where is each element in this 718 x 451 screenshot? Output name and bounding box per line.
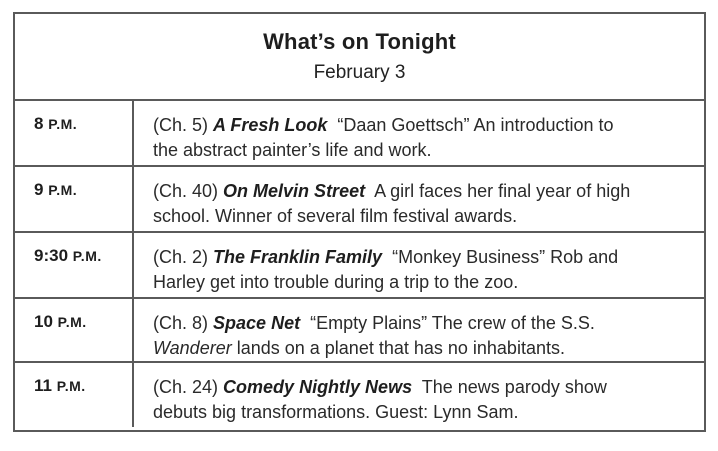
ship-name: Wanderer bbox=[153, 338, 232, 358]
listing-time bbox=[15, 167, 134, 231]
tv-schedule bbox=[13, 12, 706, 432]
show-title: On Melvin Street bbox=[223, 181, 366, 201]
time-value: 9 bbox=[34, 180, 44, 199]
description-line1: “Daan Goettsch” An introduction to bbox=[327, 115, 614, 135]
description-line1: “Empty Plains” The crew of the S.S. bbox=[300, 313, 595, 333]
show-title: The Franklin Family bbox=[213, 247, 383, 267]
time-value: 10 bbox=[34, 312, 53, 331]
description-line2: debuts big transformations. Guest: Lynn Sam. bbox=[153, 402, 519, 422]
listing-row bbox=[15, 101, 704, 167]
listing-description bbox=[134, 233, 704, 297]
listing-time bbox=[15, 363, 134, 427]
listing-time bbox=[15, 299, 134, 361]
channel-number: (Ch. 24) bbox=[153, 377, 219, 397]
schedule-header bbox=[15, 14, 704, 101]
schedule-title: What’s on Tonight bbox=[263, 29, 456, 54]
listing-row bbox=[15, 363, 704, 427]
description-line2: Harley get into trouble during a trip to the zoo. bbox=[153, 272, 519, 292]
description-line1: The news parody show bbox=[412, 377, 607, 397]
listing-row bbox=[15, 167, 704, 233]
description-line2: lands on a planet that has no inhabitants. bbox=[231, 338, 565, 358]
description-line1: “Monkey Business” Rob and bbox=[382, 247, 619, 267]
listing-row bbox=[15, 233, 704, 299]
show-title: Comedy Nightly News bbox=[223, 377, 413, 397]
channel-number: (Ch. 2) bbox=[153, 247, 209, 267]
time-ampm: P.M. bbox=[48, 116, 78, 132]
listing-description bbox=[134, 101, 704, 165]
description-line2: school. Winner of several film festival awards. bbox=[153, 206, 518, 226]
description-line1: A girl faces her final year of high bbox=[365, 181, 631, 201]
time-ampm: P.M. bbox=[72, 248, 102, 264]
listing-description bbox=[134, 167, 704, 231]
time-value: 8 bbox=[34, 114, 44, 133]
listing-time bbox=[15, 101, 134, 165]
show-title: Space Net bbox=[213, 313, 301, 333]
listing-time bbox=[15, 233, 134, 297]
channel-number: (Ch. 8) bbox=[153, 313, 209, 333]
time-ampm: P.M. bbox=[56, 378, 86, 394]
time-ampm: P.M. bbox=[48, 182, 78, 198]
channel-number: (Ch. 40) bbox=[153, 181, 219, 201]
channel-number: (Ch. 5) bbox=[153, 115, 209, 135]
listing-description bbox=[134, 299, 704, 361]
schedule-date: February 3 bbox=[313, 62, 406, 83]
show-title: A Fresh Look bbox=[213, 115, 328, 135]
time-value: 9:30 bbox=[34, 246, 69, 265]
time-ampm: P.M. bbox=[57, 314, 87, 330]
listing-row bbox=[15, 299, 704, 363]
description-line2: the abstract painter’s life and work. bbox=[153, 140, 432, 160]
time-value: 11 bbox=[34, 376, 52, 395]
listing-description bbox=[134, 363, 704, 427]
